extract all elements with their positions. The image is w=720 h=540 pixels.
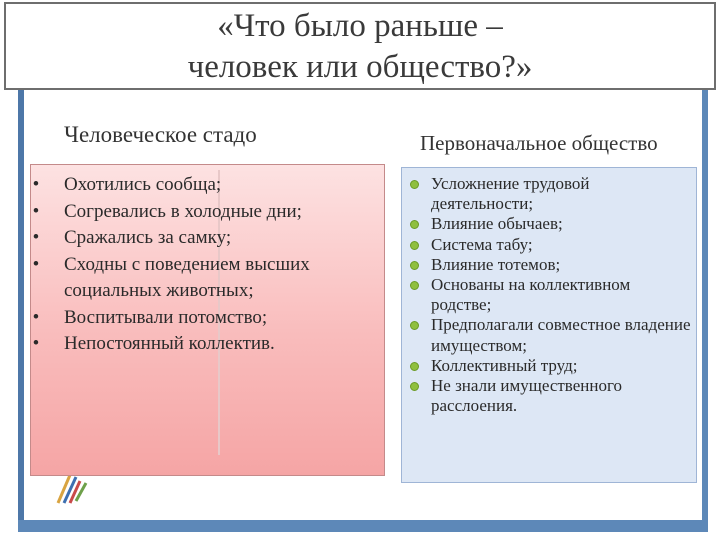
bullet-icon: •	[32, 227, 40, 248]
list-item: • Согревались в холодные дни;	[30, 199, 385, 226]
list-item: Не знали имущественного расслоения.	[408, 376, 694, 416]
right-column-heading: Первоначальное общество	[420, 131, 658, 155]
green-bullet-icon	[410, 220, 419, 229]
list-item: Основаны на коллективном родстве;	[408, 275, 694, 315]
left-column-list	[30, 172, 385, 358]
right-column-list	[408, 174, 694, 416]
green-bullet-icon	[410, 261, 419, 270]
frame-bottom-edge	[18, 520, 708, 532]
green-bullet-icon	[410, 321, 419, 330]
list-item: Усложнение трудовой деятельности;	[408, 174, 694, 214]
list-item: • Сходны с поведением высших социальных животных;	[30, 252, 385, 305]
green-bullet-icon	[410, 281, 419, 290]
list-item: • Сражались за самку;	[30, 225, 385, 252]
bullet-icon: •	[32, 200, 40, 222]
title-line-1: «Что было раньше –	[217, 8, 503, 44]
green-bullet-icon	[410, 382, 419, 391]
title-line-2: человек или общество?»	[187, 49, 533, 85]
green-bullet-icon	[410, 241, 419, 250]
list-item: • Охотились сообща;	[30, 172, 385, 199]
bullet-icon: •	[32, 333, 40, 354]
list-item: Коллективный труд;	[408, 356, 694, 376]
list-item: • Непостоянный коллектив.	[30, 331, 385, 358]
bullet-icon: •	[32, 253, 40, 275]
list-item: Влияние тотемов;	[408, 255, 694, 275]
green-bullet-icon	[410, 180, 419, 189]
list-item: Система табу;	[408, 235, 694, 255]
title-box	[4, 2, 716, 90]
green-bullet-icon	[410, 362, 419, 371]
left-column-heading: Человеческое стадо	[64, 122, 257, 147]
list-item: Влияние обычаев;	[408, 214, 694, 234]
list-item: • Воспитывали потомство;	[30, 305, 385, 332]
list-item: Предполагали совместное владение имуществом;	[408, 315, 694, 355]
bullet-icon: •	[32, 306, 40, 328]
bullet-icon: •	[32, 174, 40, 195]
